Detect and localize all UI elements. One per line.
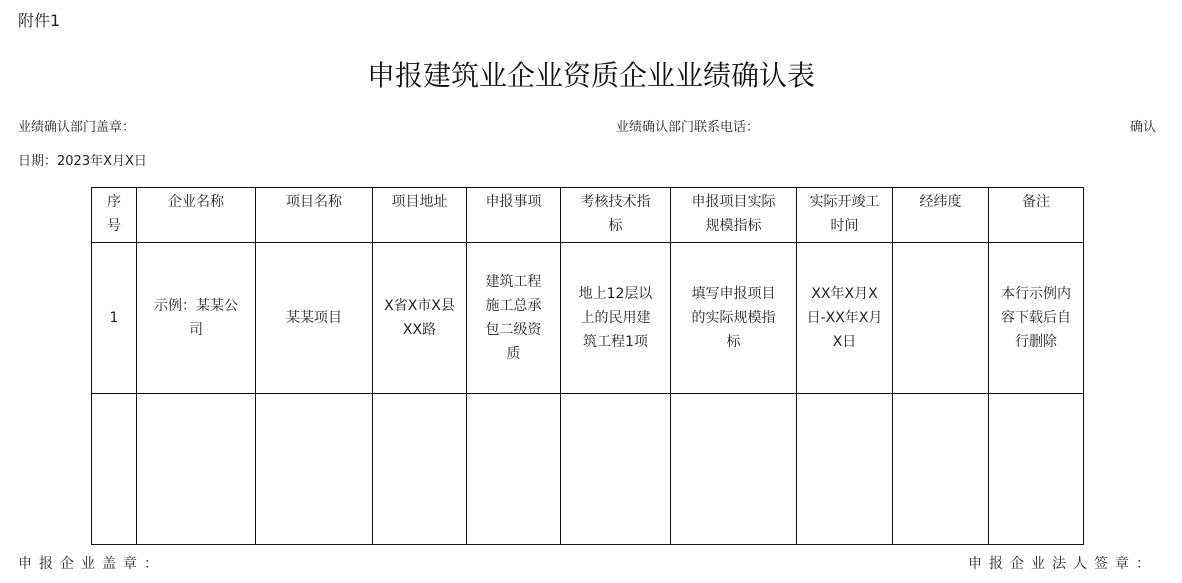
dept-phone-label: 业绩确认部门联系电话：	[616, 120, 760, 135]
table-cell[interactable]	[561, 243, 671, 394]
cell-text-line: 施工总承	[485, 298, 542, 314]
cell-text-line: 1	[109, 310, 119, 326]
cell-text-line: 日-XX年X月	[806, 310, 883, 326]
cell-text-line: X省X市X县	[384, 298, 455, 314]
column-header	[467, 188, 561, 243]
table-cell[interactable]	[137, 394, 256, 545]
table-header-row	[92, 188, 1084, 243]
cell-text-line: 某某项目	[286, 310, 342, 326]
cell-text-line: 的实际规模指	[691, 310, 776, 326]
cell-text-line: 质	[506, 346, 521, 362]
cell-text-line: 容下载后自	[1001, 310, 1071, 326]
cell-text-line: 号	[107, 218, 121, 234]
confirm-label: 确认	[1130, 120, 1157, 135]
column-header	[92, 188, 137, 243]
cell-text-line: 申报事项	[485, 194, 542, 210]
cell-text-line: 筑工程1项	[583, 334, 648, 350]
column-header	[373, 188, 467, 243]
cell-text-line: XX路	[402, 322, 437, 338]
cell-text-line: 示例：某某公	[154, 298, 238, 314]
table-cell[interactable]	[467, 394, 561, 545]
column-header	[893, 188, 989, 243]
table-cell[interactable]	[797, 243, 893, 394]
cell-text-line: 标	[608, 218, 623, 234]
cell-text-line: 上的民用建	[580, 310, 651, 326]
company-seal-label: 申报企业盖章：	[18, 556, 165, 572]
cell-text-line: 备注	[1022, 194, 1050, 210]
table-cell[interactable]	[561, 394, 671, 545]
table-cell[interactable]	[373, 394, 467, 545]
cell-text-line: 时间	[830, 218, 859, 234]
table-cell[interactable]	[373, 243, 467, 394]
table-cell[interactable]	[989, 394, 1084, 545]
cell-text-line: 标	[726, 334, 741, 350]
table-cell[interactable]	[989, 243, 1084, 394]
cell-text-line: 本行示例内	[1001, 286, 1071, 302]
table-row	[92, 243, 1084, 394]
legal-rep-sign-label: 申报企业法人签章：	[968, 556, 1157, 572]
table-cell[interactable]	[256, 394, 373, 545]
cell-text-line: 经纬度	[919, 194, 962, 210]
cell-text-line: 考核技术指	[580, 194, 651, 210]
column-header	[989, 188, 1084, 243]
cell-text-line: 实际开竣工	[809, 194, 880, 210]
dept-seal-label: 业绩确认部门盖章：	[18, 120, 136, 135]
table-cell[interactable]	[893, 394, 989, 545]
cell-text-line: 规模指标	[705, 218, 762, 234]
column-header	[256, 188, 373, 243]
cell-text-line: 项目名称	[286, 194, 342, 210]
cell-text-line: 行删除	[1015, 334, 1057, 350]
table-cell[interactable]	[92, 394, 137, 545]
cell-text-line: 建筑工程	[485, 274, 542, 290]
cell-text-line: 司	[189, 322, 203, 338]
attachment-label: 附件1	[18, 11, 61, 30]
column-header	[671, 188, 797, 243]
performance-table	[91, 187, 1084, 545]
table-cell[interactable]	[893, 243, 989, 394]
date-label: 日期：2023年X月X日	[18, 154, 147, 169]
table-row	[92, 394, 1084, 545]
column-header	[137, 188, 256, 243]
cell-text-line: 项目地址	[391, 194, 448, 210]
table-cell[interactable]	[256, 243, 373, 394]
table-cell[interactable]	[467, 243, 561, 394]
cell-text-line: 地上12层以	[578, 286, 653, 302]
cell-text-line: XX年X月X	[811, 286, 878, 302]
cell-text-line: 企业名称	[168, 194, 224, 210]
table-cell[interactable]	[671, 394, 797, 545]
table-cell[interactable]	[92, 243, 137, 394]
column-header	[561, 188, 671, 243]
table-cell[interactable]	[797, 394, 893, 545]
cell-text-line: 填写申报项目	[691, 286, 776, 302]
cell-text-line: 序	[107, 194, 121, 210]
table-cell[interactable]	[671, 243, 797, 394]
cell-text-line: 申报项目实际	[691, 194, 776, 210]
page-title: 申报建筑业企业资质企业业绩确认表	[366, 59, 815, 92]
column-header	[797, 188, 893, 243]
table-cell[interactable]	[137, 243, 256, 394]
cell-text-line: X日	[832, 334, 857, 350]
cell-text-line: 包二级资	[485, 322, 542, 338]
